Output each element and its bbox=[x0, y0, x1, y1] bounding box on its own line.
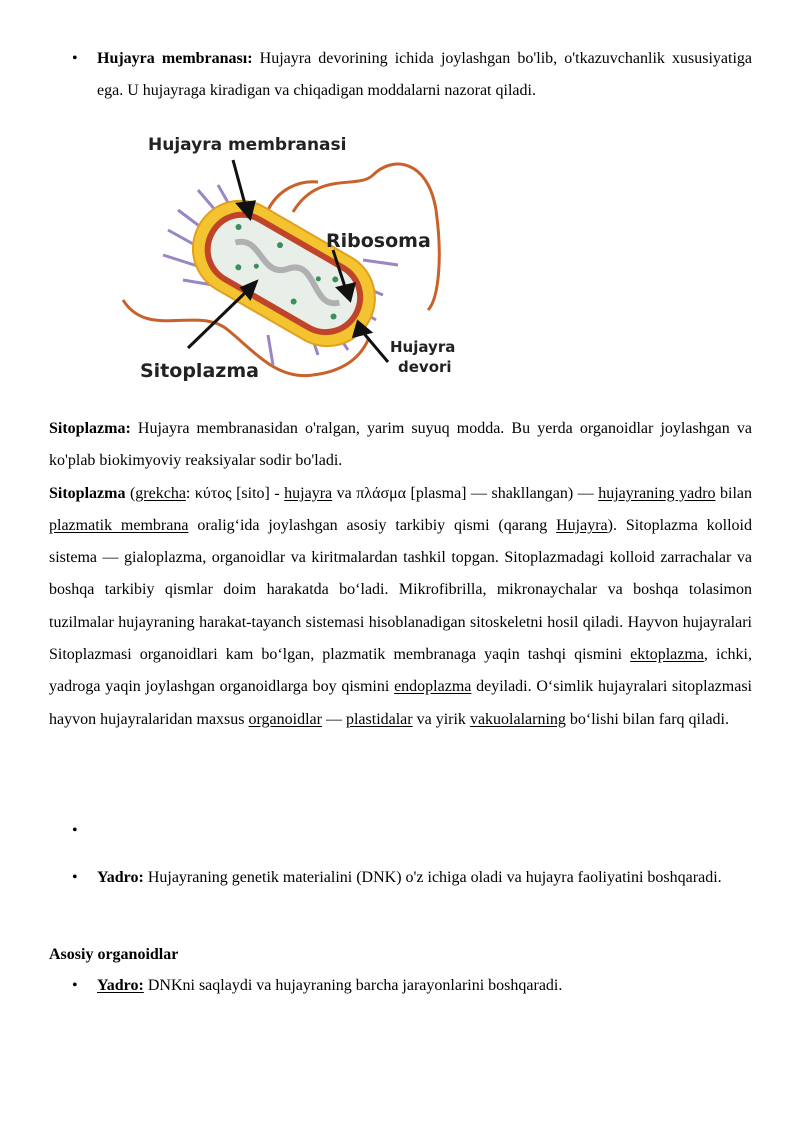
cytoplasm-intro-text: Hujayra membranasidan o'ralgan, yarim suyuq modda. Bu yerda organoidlar joylashgan va ko'plab biokimyoviy reaksiyalar sodir bo'ladi. bbox=[49, 420, 752, 470]
link-ectoplasm[interactable]: ektoplazma bbox=[630, 646, 704, 664]
link-cell[interactable]: hujayra bbox=[284, 484, 333, 502]
link-nucleus[interactable]: hujayraning yadro bbox=[598, 484, 716, 502]
link-endoplasm[interactable]: endoplazma bbox=[394, 678, 472, 696]
link-greek[interactable]: grekcha bbox=[135, 484, 186, 502]
text-chunk: bilan bbox=[715, 484, 753, 502]
text-chunk: va yirik bbox=[412, 710, 470, 728]
term-cytoplasm-2: Sitoplazma bbox=[49, 484, 126, 502]
text-chunk: bo‘lishi bilan farq qiladi. bbox=[565, 710, 729, 728]
bullet-marker: • bbox=[72, 869, 78, 886]
bacteria-cell-diagram bbox=[118, 130, 478, 390]
membrane-description: Hujayra devorining ichida joylashgan bo'lib, o'tkazuvchanlik xususiyatiga ega. U hujayraga kiradigan va chiqadigan moddalarni nazorat qiladi. bbox=[97, 50, 752, 99]
section-heading: Asosiy organoidlar bbox=[49, 946, 179, 963]
text-chunk: va πλάσμα [plasma] — shakllangan) — bbox=[332, 484, 599, 502]
term-membrane: Hujayra membranası: bbox=[97, 50, 253, 67]
text-chunk: : κύτος [sito] - bbox=[185, 484, 285, 502]
bacteria-cell-figure bbox=[118, 130, 478, 390]
text-chunk: ). Sitoplazma kolloid sistema — gialoplazma, organoidlar va kiritmalardan tashkil topgan. Sitoplazmadagi kolloid zarrachalar va boshqa tarkibiy qismlar doim harakatda bo‘ladi. Mikrofibrilla, mikronaychalar va boshqa tolasimon tuzilmalar hujayraning harakat-tayanch sistemasi hisoblanadigan sitoskeletni hosil qiladi. Hayvon hujayralari Sitoplazmasi organoidlari kam bo‘lgan, plazmatik membranaga yaqin tashqi qismini bbox=[49, 516, 753, 664]
bullet-nucleus-organoid bbox=[72, 970, 752, 1002]
text-chunk: — bbox=[321, 710, 346, 728]
label-wall-line2: devori bbox=[398, 358, 452, 376]
label-cytoplasm: Sitoplazma bbox=[140, 360, 259, 382]
cell-body bbox=[176, 184, 392, 364]
link-nucleus-term[interactable]: Yadro: bbox=[97, 977, 144, 994]
bullet-nucleus-text bbox=[97, 862, 752, 894]
term-cytoplasm: Sitoplazma: bbox=[49, 420, 131, 437]
nucleus-organoid-description: DNKni saqlaydi va hujayraning barcha jarayonlarini boshqaradi. bbox=[143, 977, 563, 994]
nucleus-description: Hujayraning genetik materialini (DNK) o'z ichiga oladi va hujayra faoliyatini boshqaradi. bbox=[143, 869, 722, 886]
bullet-marker: • bbox=[72, 822, 78, 839]
link-vacuoles[interactable]: vakuolalarning bbox=[469, 710, 566, 728]
bullet-nucleus-organoid-text bbox=[97, 970, 752, 1002]
link-plastids[interactable]: plastidalar bbox=[345, 710, 413, 728]
flagellum-left bbox=[268, 182, 318, 210]
text-chunk: oralig‘ida joylashgan asosiy tarkibiy qismi (qarang bbox=[188, 516, 557, 534]
label-membrane: Hujayra membranasi bbox=[148, 135, 347, 155]
label-wall-line1: Hujayra bbox=[390, 338, 456, 356]
text-chunk: ( bbox=[125, 484, 136, 502]
bullet-membrane-text bbox=[97, 43, 752, 107]
bullet-membrane bbox=[72, 43, 752, 107]
link-organoids[interactable]: organoidlar bbox=[248, 710, 322, 728]
bullet-nucleus bbox=[72, 862, 752, 894]
bullet-marker: • bbox=[72, 977, 78, 994]
bullet-marker: • bbox=[72, 50, 78, 67]
term-nucleus: Yadro: bbox=[97, 869, 144, 886]
paragraph-cytoplasm-intro bbox=[49, 413, 752, 736]
link-cell-2[interactable]: Hujayra bbox=[556, 516, 608, 534]
label-ribosome: Ribosoma bbox=[326, 230, 431, 252]
text-chunk: , ichki, yadroga yaqin joylashgan organoidlarga boy qismini bbox=[49, 646, 752, 696]
text-chunk: deyiladi. O‘simlik hujayralari sitoplazmasi hayvon hujayralaridan maxsus bbox=[49, 678, 752, 728]
link-plasma-membrane[interactable]: plazmatik membrana bbox=[49, 516, 189, 534]
